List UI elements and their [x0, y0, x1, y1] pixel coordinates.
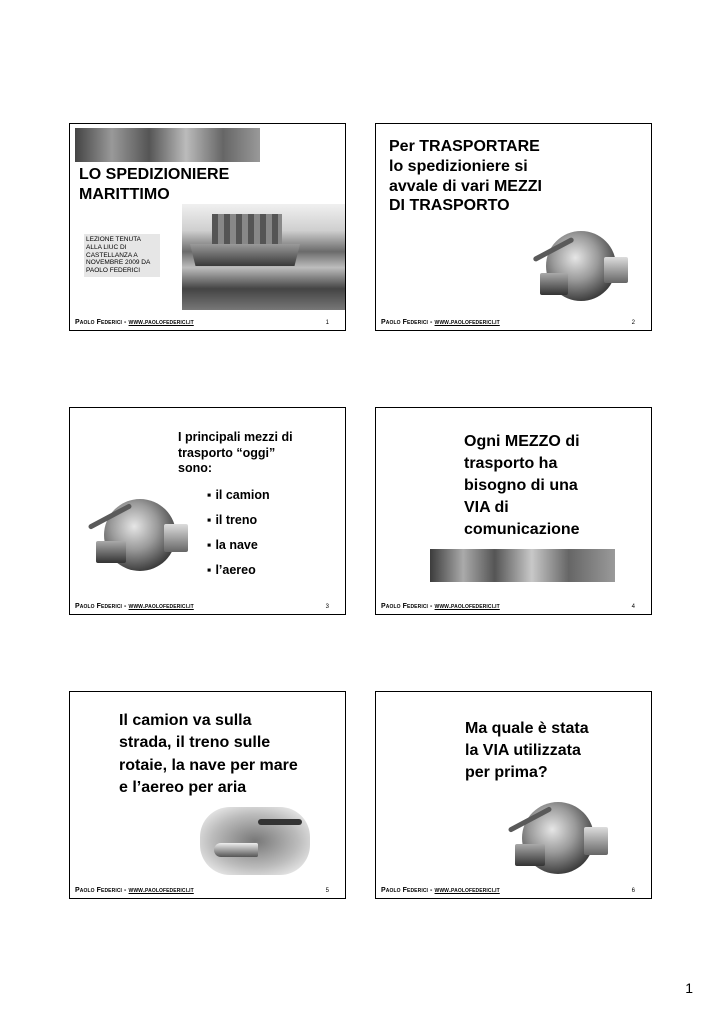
title-line: MARITTIMO — [79, 185, 170, 203]
title-line: avvale di vari MEZZI — [389, 177, 542, 195]
title-line: Ogni MEZZO di — [464, 433, 580, 450]
title-line: trasporto ha — [464, 455, 558, 473]
list-item: ▪ l’aereo — [207, 563, 270, 577]
title-line: comunicazione — [464, 521, 580, 539]
footer-separator: - — [428, 603, 435, 610]
port-banner-image — [75, 128, 260, 162]
slide-6 — [375, 691, 652, 899]
slide-number: 1 — [325, 320, 329, 326]
footer-author: Paolo Federici — [75, 887, 123, 894]
intro-line: trasporto “oggi” — [178, 445, 276, 460]
slide-footer — [75, 319, 194, 326]
lesson-note: LEZIONE TENUTA ALLA LIUC DI CASTELLANZA A NOVEMBRE 2009 DA PAOLO FEDERICI — [84, 234, 160, 277]
list-item: ▪ il treno — [207, 513, 270, 527]
title-line: Ma quale è stata — [465, 720, 589, 737]
footer-separator: - — [428, 887, 435, 894]
footer-separator: - — [122, 887, 129, 894]
list-item: ▪ il camion — [207, 488, 270, 502]
slide-footer — [381, 603, 500, 610]
transport-globe-image — [82, 496, 192, 574]
title-line: bisogno di una — [464, 477, 578, 495]
slide-2 — [375, 123, 652, 331]
title-line: VIA di — [464, 499, 509, 517]
slide-3-intro — [178, 430, 293, 477]
slide-1 — [69, 123, 346, 331]
transport-banner-image — [430, 549, 615, 582]
footer-author: Paolo Federici — [381, 603, 429, 610]
slide-number: 3 — [325, 604, 329, 610]
slide-number: 5 — [325, 888, 329, 894]
footer-author: Paolo Federici — [75, 319, 123, 326]
list-item: ▪ la nave — [207, 538, 270, 552]
footer-url[interactable]: www.paolofederici.it — [128, 319, 194, 326]
slide-number: 6 — [631, 888, 635, 894]
slide-1-title — [79, 165, 229, 205]
intro-line: I principali mezzi di — [178, 430, 293, 444]
title-line: per prima? — [465, 764, 548, 782]
transport-globe-image — [502, 799, 614, 877]
slide-6-title — [465, 718, 589, 784]
slide-5 — [69, 691, 346, 899]
slide-footer — [381, 887, 500, 894]
slide-4-title — [464, 431, 580, 541]
footer-separator: - — [122, 319, 129, 326]
title-line: Il camion va sulla — [119, 712, 252, 729]
footer-separator: - — [122, 603, 129, 610]
title-line: lo spedizioniere si — [389, 157, 528, 175]
footer-author: Paolo Federici — [75, 603, 123, 610]
slide-5-title — [119, 710, 298, 800]
title-line: rotaie, la nave per mare — [119, 756, 298, 774]
slide-footer — [75, 887, 194, 894]
title-line: e l’aereo per aria — [119, 779, 247, 797]
footer-url[interactable]: www.paolofederici.it — [434, 319, 500, 326]
title-line: DI TRASPORTO — [389, 197, 510, 215]
footer-separator: - — [428, 319, 435, 326]
transport-globe-image — [526, 229, 636, 304]
slide-number: 2 — [631, 320, 635, 326]
footer-author: Paolo Federici — [381, 887, 429, 894]
slide-2-title — [389, 137, 542, 216]
footer-url[interactable]: www.paolofederici.it — [128, 603, 194, 610]
transport-collage-image — [200, 807, 310, 875]
footer-url[interactable]: www.paolofederici.it — [434, 603, 500, 610]
footer-author: Paolo Federici — [381, 319, 429, 326]
footer-url[interactable]: www.paolofederici.it — [128, 887, 194, 894]
slide-footer — [75, 603, 194, 610]
slide-number: 4 — [631, 604, 635, 610]
title-line: la VIA utilizzata — [465, 742, 581, 760]
intro-line: sono: — [178, 461, 213, 475]
title-line: LO SPEDIZIONIERE — [79, 166, 230, 183]
title-line: strada, il treno sulle — [119, 734, 271, 752]
transport-list — [207, 488, 270, 588]
slide-3 — [69, 407, 346, 615]
title-line: Per TRASPORTARE — [389, 138, 540, 155]
page-number: 1 — [685, 980, 693, 996]
slide-footer — [381, 319, 500, 326]
slide-4 — [375, 407, 652, 615]
footer-url[interactable]: www.paolofederici.it — [434, 887, 500, 894]
container-ship-image — [182, 204, 345, 310]
